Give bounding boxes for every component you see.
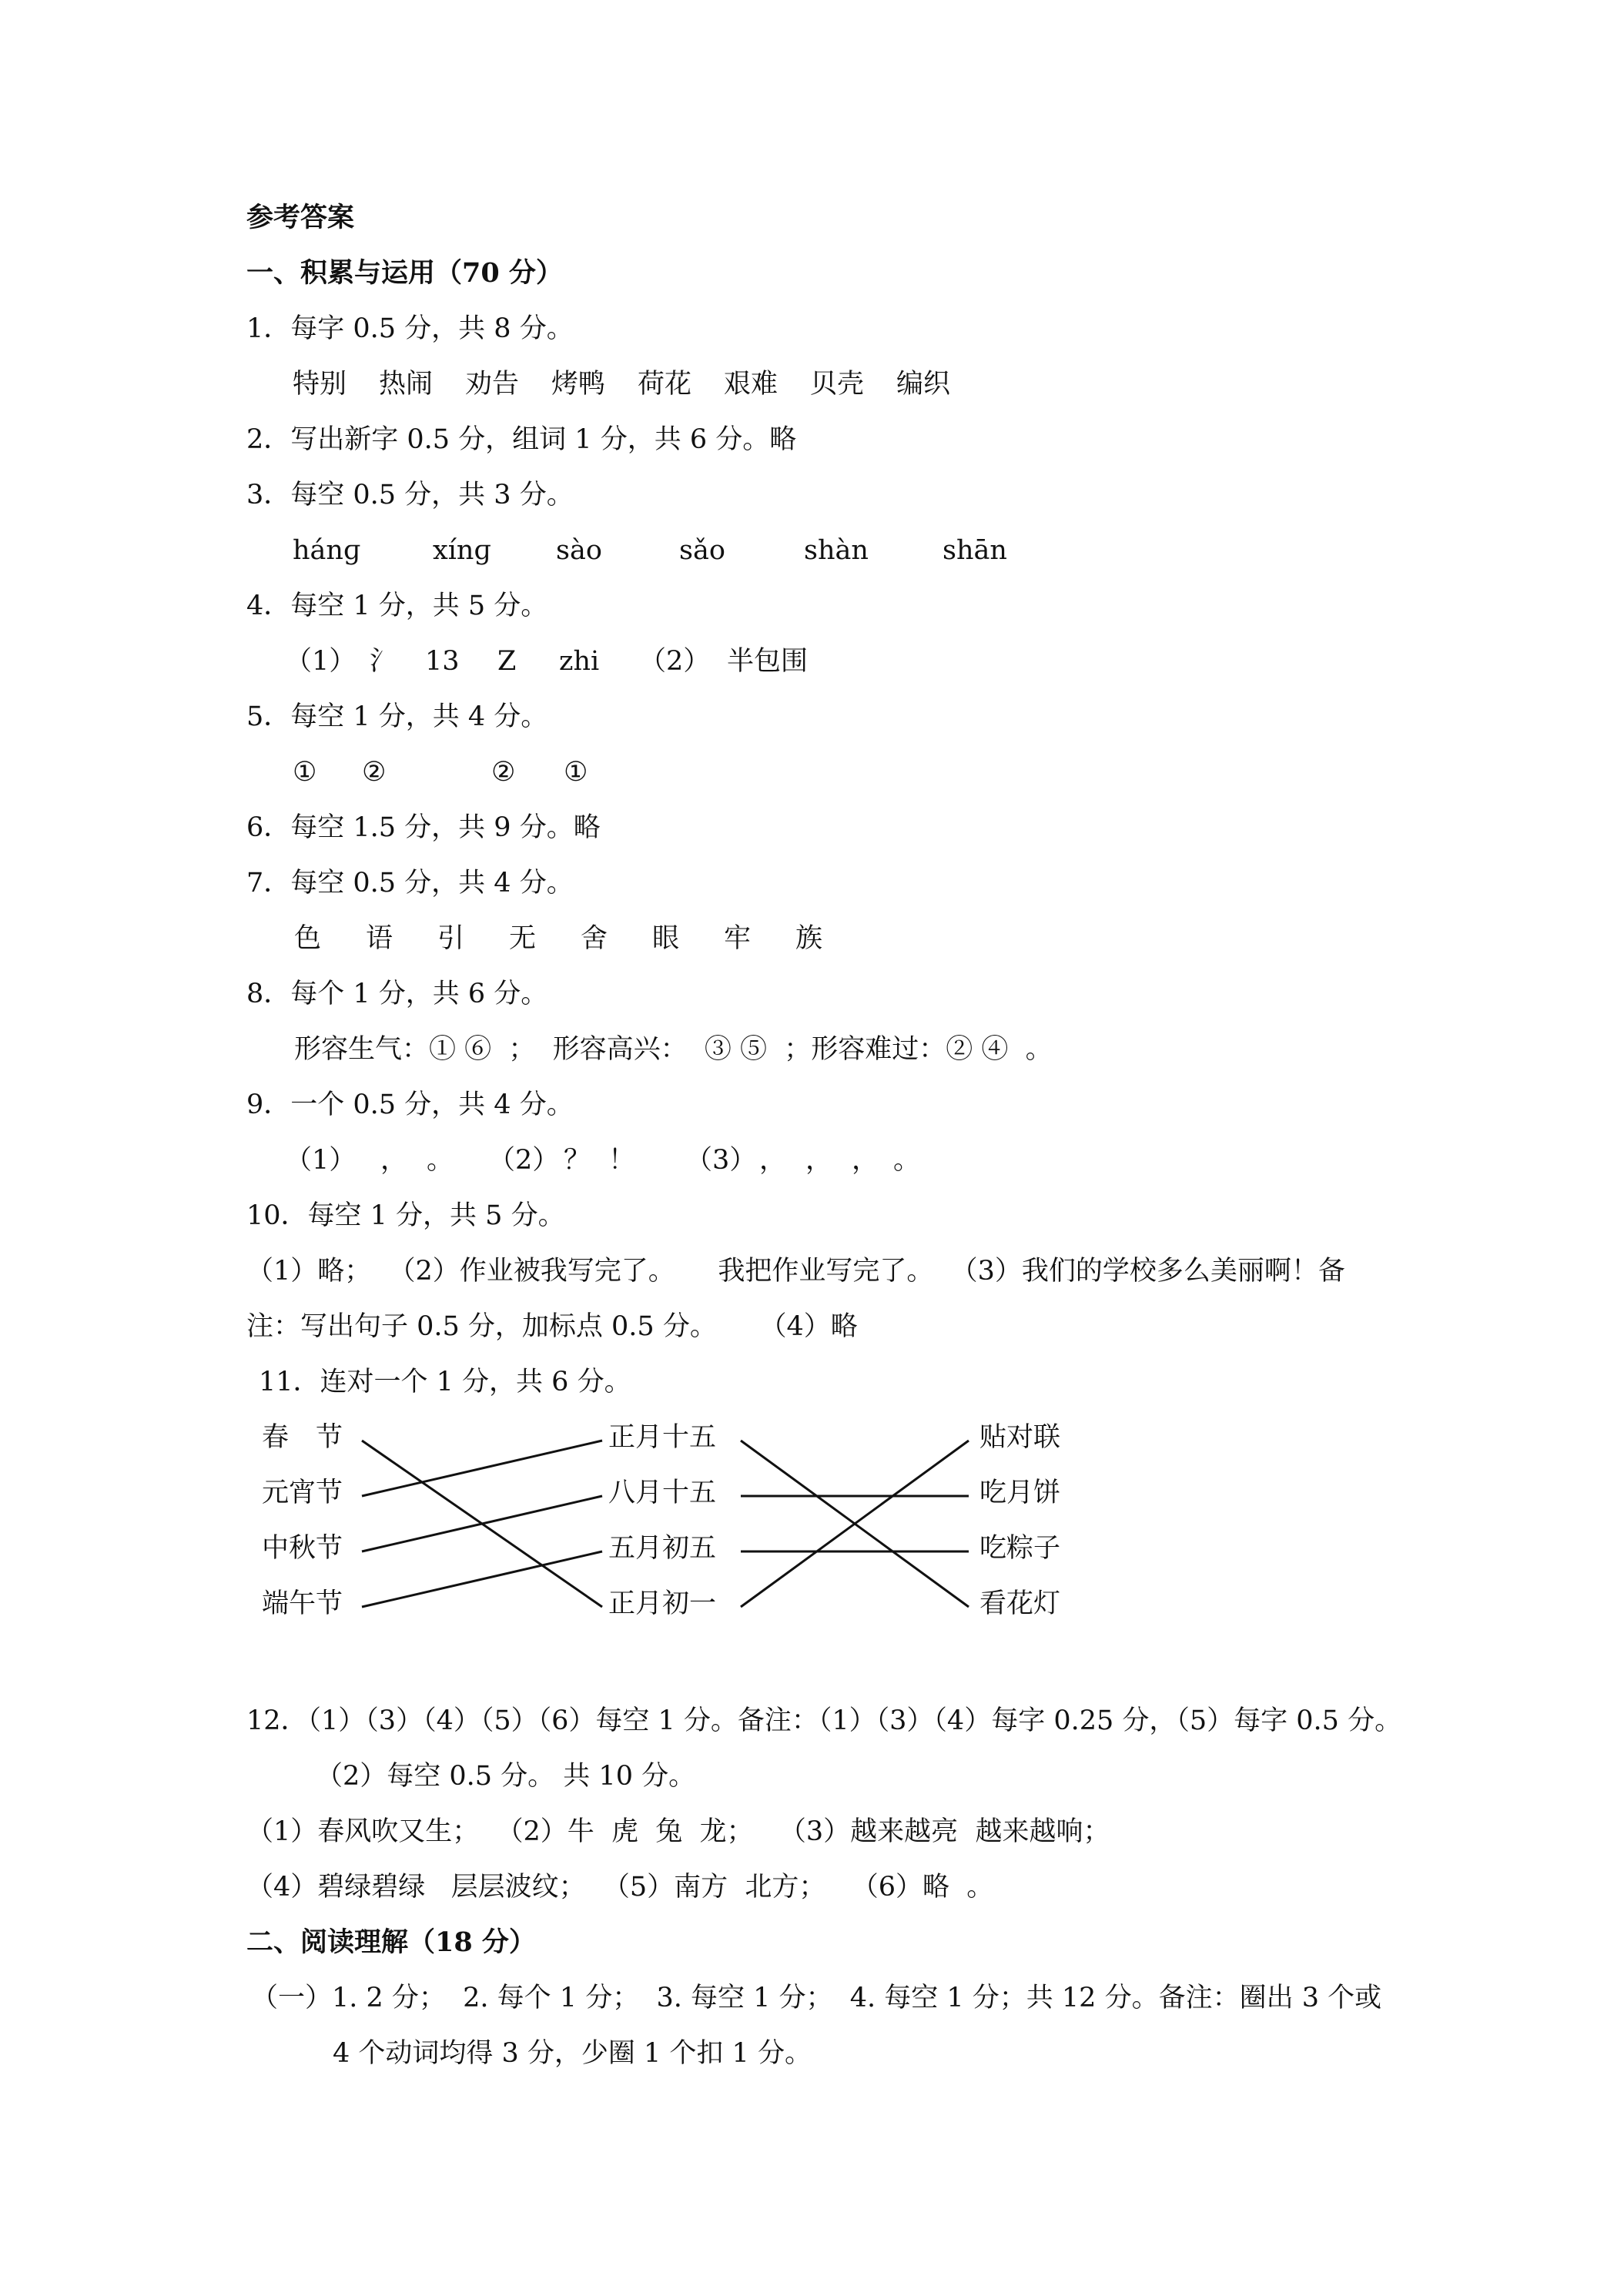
q1-word: 编织 bbox=[896, 369, 951, 400]
q12-answer-line1: （1）春风吹又生； （2）牛 虎 兔 龙； （3）越来越亮 越来越响； bbox=[246, 1816, 1110, 1847]
q11-festival: 元宵节 bbox=[262, 1478, 343, 1508]
q5-scoring: 5．每空 1 分，共 4 分。 bbox=[246, 701, 548, 732]
q3-pinyin: sào bbox=[556, 535, 602, 566]
q2-scoring: 2．写出新字 0.5 分，组词 1 分，共 6 分。略 bbox=[246, 424, 797, 455]
q5-item: ② bbox=[362, 757, 387, 788]
q3-pinyin: xínɡ bbox=[433, 535, 491, 566]
q9-item: ， bbox=[852, 1145, 879, 1176]
q9-item: （2） bbox=[488, 1145, 560, 1176]
q11-link-festival-date bbox=[362, 1551, 602, 1607]
q3-pinyin: shān bbox=[943, 535, 1007, 566]
q10-answer-line2: 注：写出句子 0.5 分，加标点 0.5 分。 （4）略 bbox=[246, 1311, 858, 1342]
q4-scoring: 4．每空 1 分，共 5 分。 bbox=[246, 591, 548, 621]
q11-festival: 端午节 bbox=[262, 1588, 343, 1619]
q11-custom: 吃月饼 bbox=[979, 1478, 1061, 1508]
q11-custom: 吃粽子 bbox=[979, 1533, 1061, 1564]
q5-item: ① bbox=[564, 757, 588, 788]
q9-item: （1） bbox=[285, 1145, 357, 1176]
q11-date: 正月初一 bbox=[608, 1588, 717, 1619]
q1-word: 特别 bbox=[293, 369, 347, 400]
q1-word: 劝告 bbox=[465, 369, 520, 400]
q9-item: 。 bbox=[893, 1145, 921, 1176]
q1-word: 荷花 bbox=[638, 369, 692, 400]
q4-item: 半包围 bbox=[727, 646, 809, 677]
q7-char: 舍 bbox=[581, 923, 608, 954]
q1-word: 艰难 bbox=[724, 369, 779, 400]
q11-custom: 贴对联 bbox=[979, 1422, 1061, 1453]
q1-word: 贝壳 bbox=[810, 369, 865, 400]
q9-item: ？ bbox=[564, 1145, 591, 1176]
q8-scoring: 8．每个 1 分，共 6 分。 bbox=[246, 979, 548, 1009]
q12-scoring-line2: （2）每空 0.5 分。 共 10 分。 bbox=[316, 1761, 696, 1792]
q11-scoring: 11．连对一个 1 分，共 6 分。 bbox=[259, 1367, 631, 1397]
q1-word: 热闹 bbox=[379, 369, 434, 400]
q4-item: zhi bbox=[559, 646, 600, 677]
q4-item: 13 bbox=[425, 646, 460, 677]
q11-custom: 看花灯 bbox=[979, 1588, 1061, 1619]
q3-scoring: 3．每空 0.5 分，共 3 分。 bbox=[246, 480, 574, 510]
q9-scoring: 9．一个 0.5 分，共 4 分。 bbox=[246, 1089, 574, 1120]
q4-item: 氵 bbox=[370, 646, 397, 677]
q7-scoring: 7．每空 0.5 分，共 4 分。 bbox=[246, 868, 574, 899]
q7-char: 牢 bbox=[724, 923, 752, 954]
q11-festival: 春 节 bbox=[262, 1422, 343, 1453]
q11-date: 八月十五 bbox=[608, 1478, 717, 1508]
q9-item: （3） bbox=[685, 1145, 757, 1176]
section-1-heading: 一、积累与运用（70 分） bbox=[246, 257, 563, 289]
q5-item: ② bbox=[491, 757, 516, 788]
q4-item: （1） bbox=[285, 646, 357, 677]
q10-answer-line1: （1）略； （2）作业被我写完了。 我把作业写完了。 （3）我们的学校多么美丽啊！备 bbox=[246, 1256, 1345, 1287]
q9-item: ， bbox=[759, 1145, 787, 1176]
q3-pinyin: hánɡ bbox=[293, 535, 361, 566]
reading-part1-line2: 4 个动词均得 3 分，少圈 1 个扣 1 分。 bbox=[333, 2038, 812, 2069]
q5-item: ① bbox=[293, 757, 317, 788]
q11-date: 五月初五 bbox=[608, 1533, 717, 1564]
q7-char: 语 bbox=[366, 923, 393, 954]
q9-item: ， bbox=[805, 1145, 833, 1176]
q3-pinyin: sǎo bbox=[679, 535, 725, 566]
q7-char: 色 bbox=[294, 923, 322, 954]
q6-scoring: 6．每空 1.5 分，共 9 分。略 bbox=[246, 812, 601, 843]
q7-char: 无 bbox=[509, 923, 537, 954]
q9-item: ！ bbox=[608, 1145, 636, 1176]
q1-scoring: 1．每字 0.5 分，共 8 分。 bbox=[246, 313, 574, 344]
q7-char: 引 bbox=[437, 923, 465, 954]
q9-item: ， bbox=[380, 1145, 408, 1176]
q12-scoring: 12．（1）（3）（4）（5）（6）每空 1 分。备注：（1）（3）（4）每字 0.25 分，（5）每字 0.5 分。 bbox=[246, 1705, 1402, 1736]
q1-word: 烤鸭 bbox=[551, 369, 606, 400]
reading-part1-line1: （一）1. 2 分； 2. 每个 1 分； 3. 每空 1 分； 4. 每空 1 分；共 12 分。备注：圈出 3 个或 bbox=[251, 1983, 1382, 2013]
section-2-heading: 二、阅读理解（18 分） bbox=[246, 1926, 536, 1958]
q7-char: 族 bbox=[795, 923, 823, 954]
q4-item: Z bbox=[497, 646, 517, 677]
q4-item: （2） bbox=[639, 646, 711, 677]
q7-char: 眼 bbox=[652, 923, 680, 954]
q12-answer-line2: （4）碧绿碧绿 层层波纹； （5）南方 北方； （6）略 。 bbox=[246, 1872, 994, 1903]
q11-festival: 中秋节 bbox=[262, 1533, 343, 1564]
q11-link-festival-date bbox=[362, 1441, 602, 1496]
q11-date: 正月十五 bbox=[608, 1422, 717, 1453]
q10-scoring: 10．每空 1 分，共 5 分。 bbox=[246, 1200, 565, 1231]
q8-answer: 形容生气：① ⑥ ； 形容高兴： ③ ⑤ ；形容难过：② ④ 。 bbox=[294, 1034, 1053, 1065]
q11-link-festival-date bbox=[362, 1496, 602, 1551]
q3-pinyin: shàn bbox=[804, 535, 869, 566]
answer-key-title: 参考答案 bbox=[246, 202, 355, 233]
q9-item: 。 bbox=[427, 1145, 454, 1176]
